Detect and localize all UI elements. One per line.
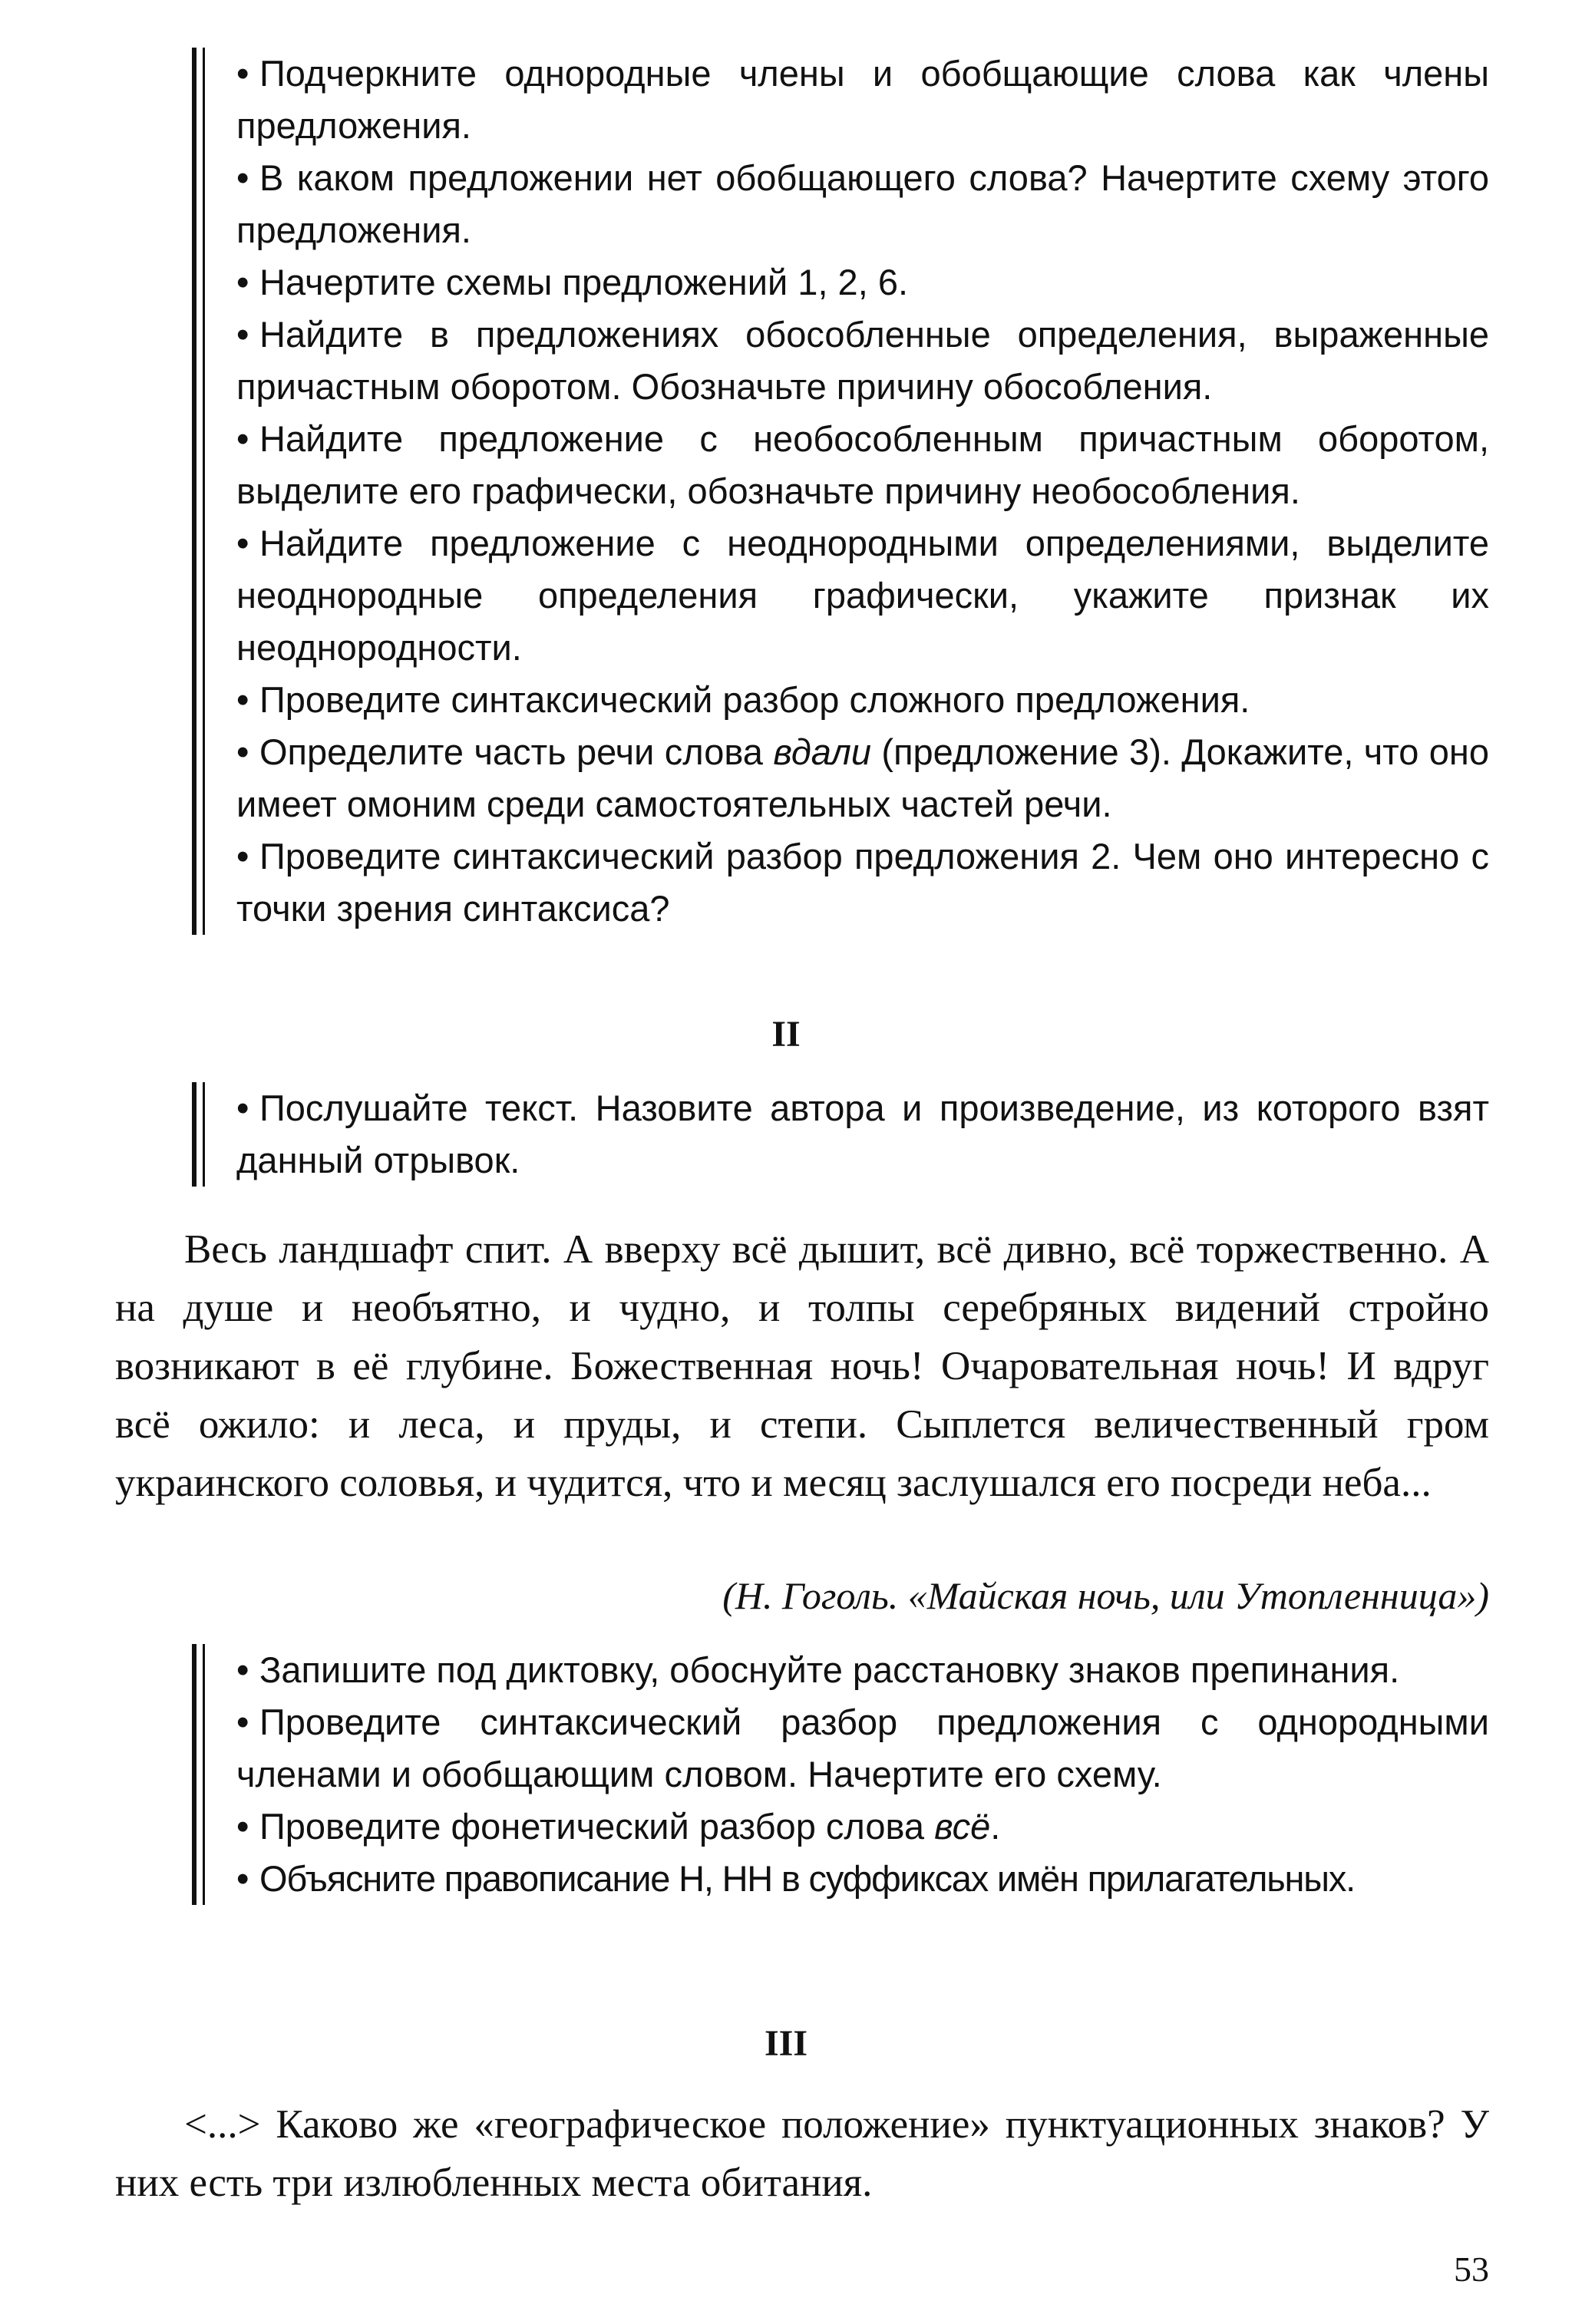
task-item xyxy=(236,1853,1489,1905)
task-text: Определите часть речи слова xyxy=(259,731,774,772)
task-item xyxy=(236,309,1489,413)
task-item xyxy=(236,1644,1489,1696)
task-text: . xyxy=(990,1806,1001,1847)
task-text: Подчеркните однородные члены и обобщающие слова как члены предложения. xyxy=(236,53,1489,146)
task-block-2 xyxy=(192,1644,1489,1905)
task-italic-word: вдали xyxy=(773,731,872,772)
task-item xyxy=(236,152,1489,256)
task-item xyxy=(236,1082,1489,1187)
section-3-text: <...> Каково же «географическое положение» пунктуационных знаков? У них есть три излюбленных места обитания. xyxy=(115,2102,1489,2205)
bullet-icon: • xyxy=(236,157,249,198)
section-number-2: II xyxy=(771,1014,801,1055)
task-text: Объясните правописание Н, НН в суффиксах имён прилагательных. xyxy=(259,1858,1356,1899)
bullet-icon: • xyxy=(236,1088,249,1128)
bullet-icon: • xyxy=(236,262,249,302)
task-item xyxy=(236,830,1489,935)
bullet-icon: • xyxy=(236,731,249,772)
section-number-3: III xyxy=(764,2023,808,2064)
task-item xyxy=(236,413,1489,517)
task-text: Найдите в предложениях обособленные определения, выраженные причастным оборотом. Обозначьте причину обособления. xyxy=(236,314,1489,407)
task-item xyxy=(236,1696,1489,1801)
task-text: В каком предложении нет обобщающего слова? Начертите схему этого предложения. xyxy=(236,157,1489,250)
bullet-icon: • xyxy=(236,1649,249,1690)
task-item xyxy=(236,48,1489,152)
task-italic-word: всё xyxy=(934,1806,991,1847)
task-item xyxy=(236,256,1489,309)
bullet-icon: • xyxy=(236,523,249,563)
excerpt-citation: (Н. Гоголь. «Майская ночь, или Утопленница») xyxy=(722,1574,1489,1617)
task-text: Найдите предложение с неоднородными определениями, выделите неоднородные определения графически, укажите признак их неоднородности. xyxy=(236,523,1489,668)
task-block-1 xyxy=(192,48,1489,935)
bullet-icon: • xyxy=(236,836,249,876)
task-text: Найдите предложение с необособленным причастным оборотом, выделите его графически, обозначьте причину необособления. xyxy=(236,418,1489,511)
task-item xyxy=(236,1801,1489,1853)
task-text: Проведите фонетический разбор слова xyxy=(259,1806,935,1847)
bullet-icon: • xyxy=(236,1702,249,1742)
task-text: Проведите синтаксический разбор предложения с однородными членами и обобщающим словом. Начертите его схему. xyxy=(236,1702,1489,1794)
task-item xyxy=(236,674,1489,726)
task-text: Проведите синтаксический разбор предложения 2. Чем оно интересно с точки зрения синтаксиса? xyxy=(236,836,1489,929)
bullet-icon: • xyxy=(236,314,249,355)
bullet-icon: • xyxy=(236,53,249,94)
bullet-icon: • xyxy=(236,679,249,720)
task-item xyxy=(236,517,1489,674)
task-block-listen xyxy=(192,1082,1489,1187)
bullet-icon: • xyxy=(236,418,249,459)
page-number: 53 xyxy=(1454,2250,1489,2289)
task-text: Начертите схемы предложений 1, 2, 6. xyxy=(259,262,909,302)
task-item xyxy=(236,726,1489,830)
task-text: Проведите синтаксический разбор сложного предложения. xyxy=(259,679,1250,720)
task-text: Запишите под диктовку, обоснуйте расстановку знаков препинания. xyxy=(259,1649,1400,1690)
excerpt-text: Весь ландшафт спит. А вверху всё дышит, всё дивно, всё торжественно. А на душе и необъятно, и чудно, и толпы серебряных видений стройно возникают в её глубине. Божественная ночь! Очаровательная ночь! И вдруг всё ожило: и леса, и пруды, и степи. Сыплется величественный гром украинского соловья, и чудится, что и месяц заслушался его посреди неба... xyxy=(115,1227,1489,1505)
bullet-icon: • xyxy=(236,1806,249,1847)
task-text: Послушайте текст. Назовите автора и произведение, из которого взят данный отрывок. xyxy=(236,1088,1489,1180)
task-text: (предложение 3). Докажите, что оно имеет омоним среди самостоятельных частей речи. xyxy=(236,731,1489,824)
bullet-icon: • xyxy=(236,1858,249,1899)
